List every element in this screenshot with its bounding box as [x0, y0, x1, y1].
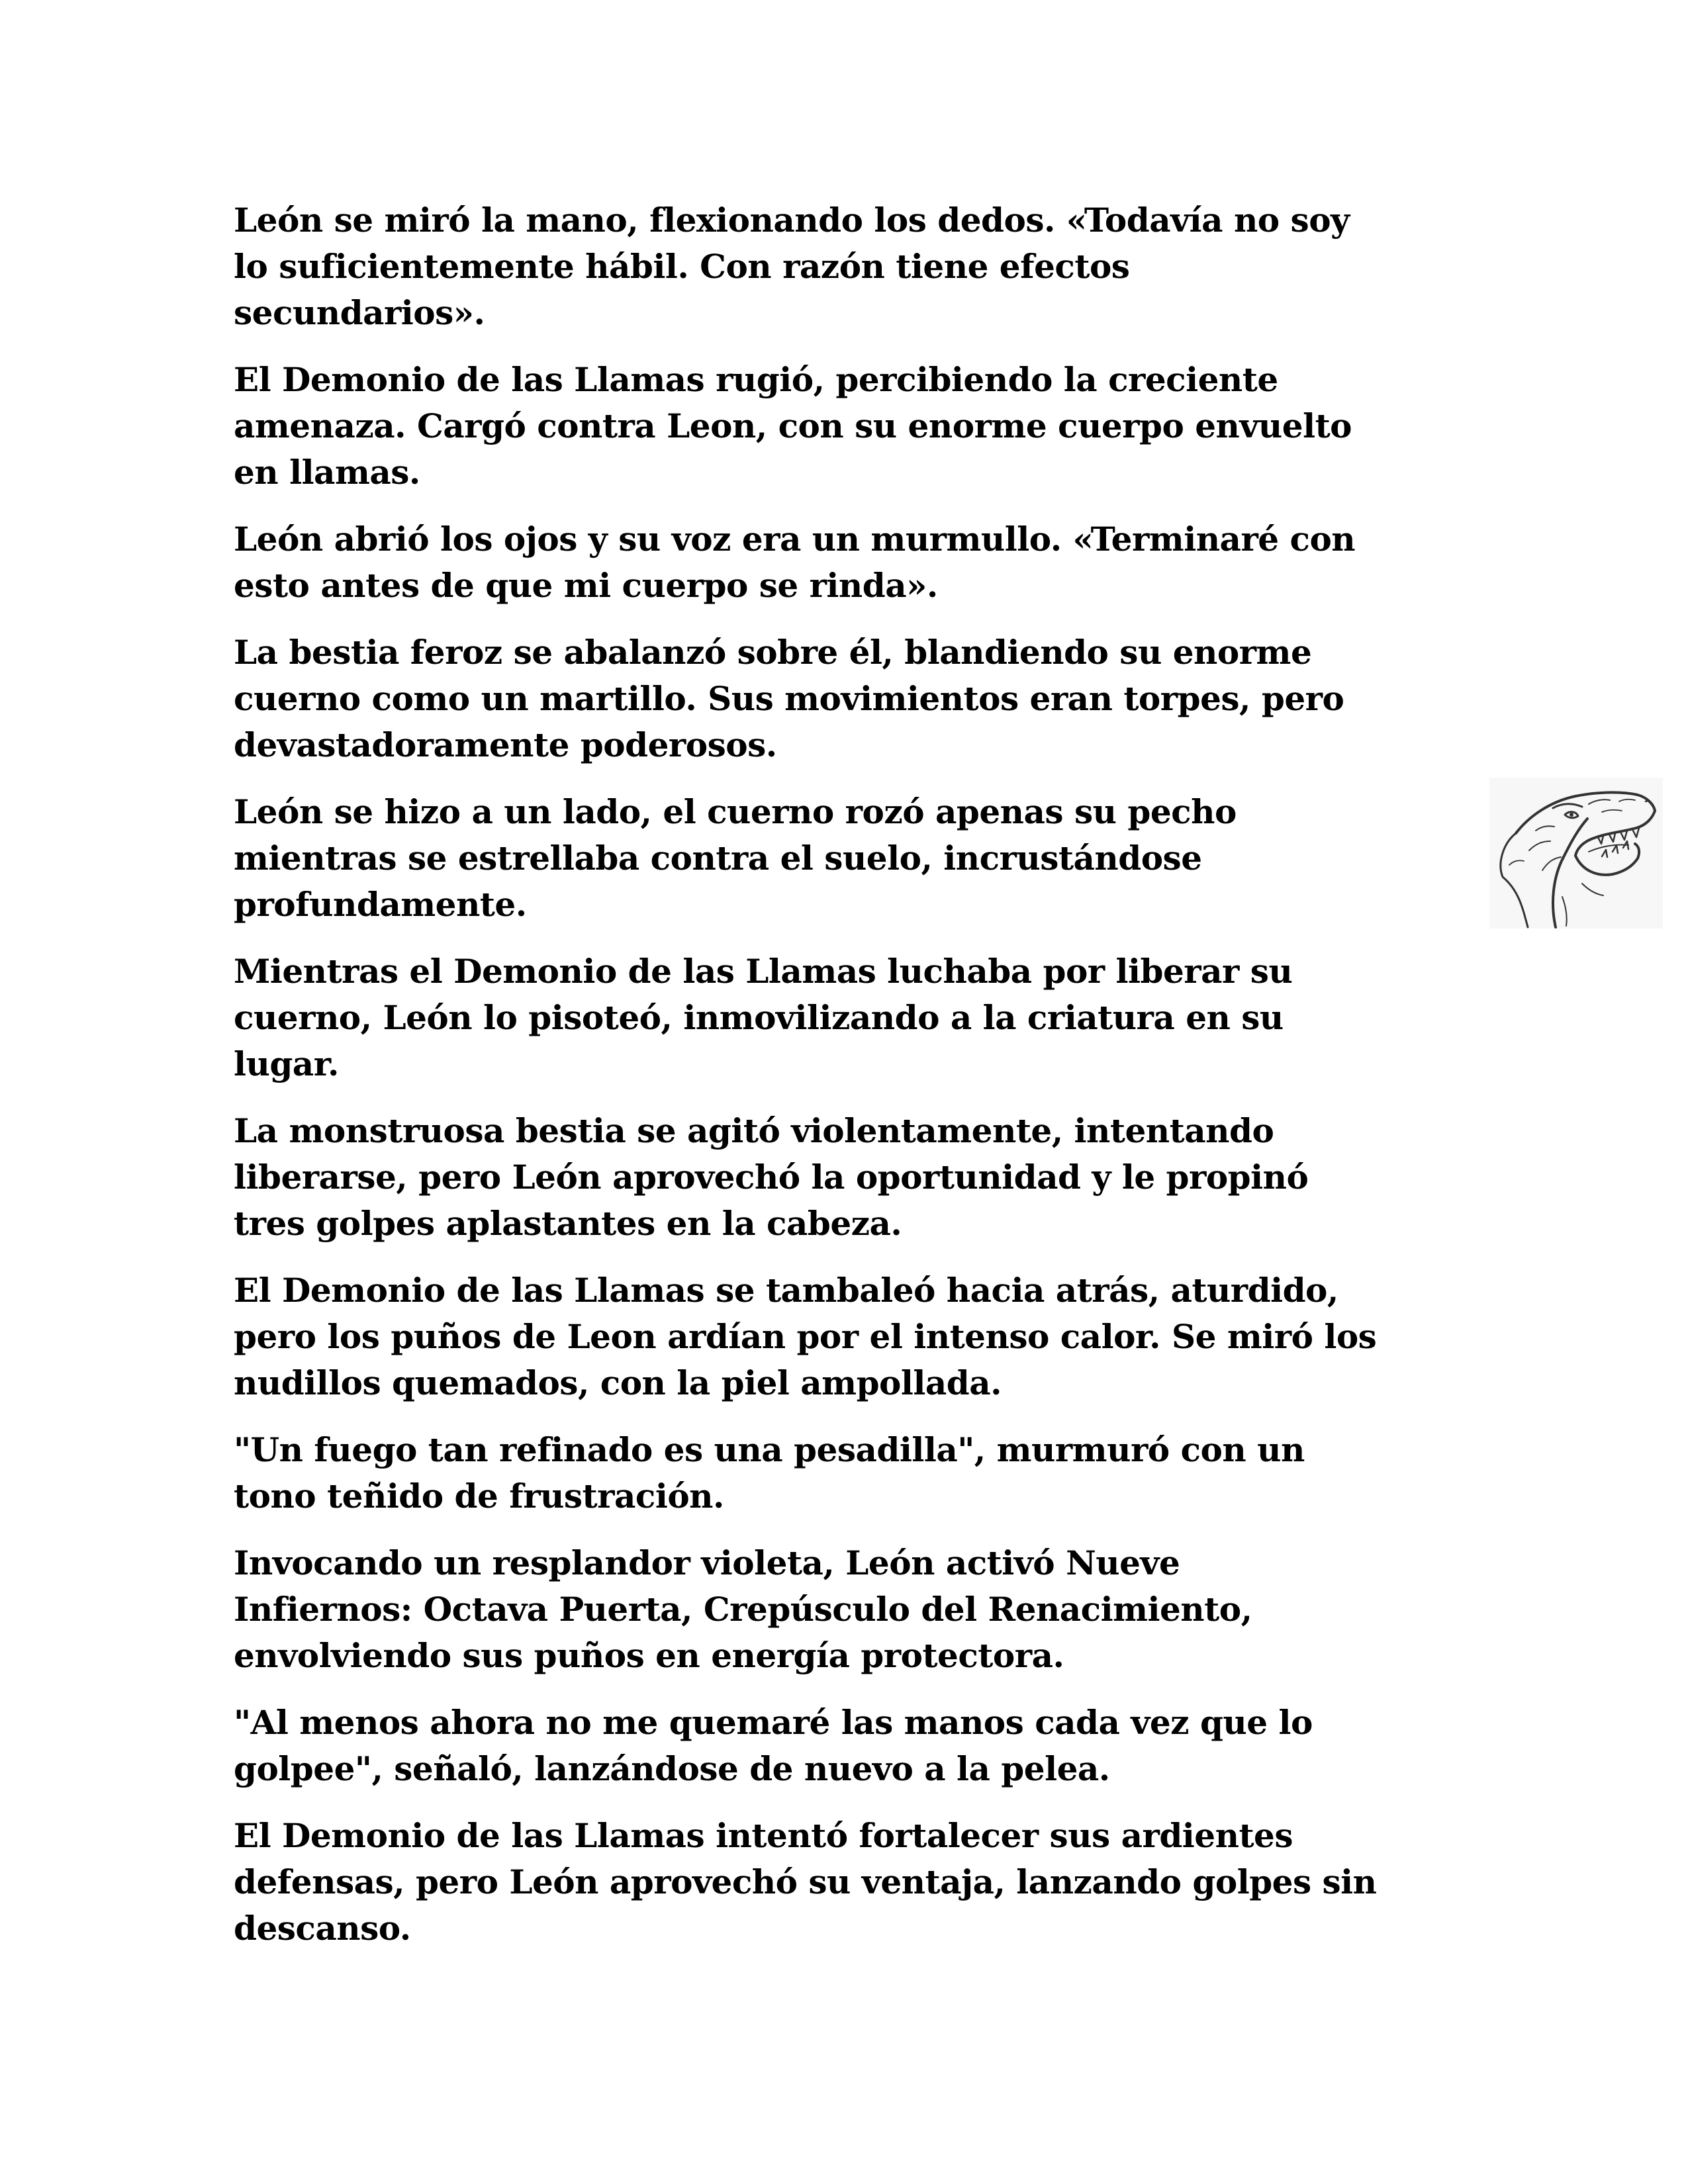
text-line: El Demonio de las Llamas rugió, percibiendo la creciente	[234, 360, 1278, 399]
text-line: León se miró la mano, flexionando los dedos. «Todavía no soy	[234, 201, 1350, 240]
text-line: cuerno, León lo pisoteó, inmovilizando a la criatura en su	[234, 998, 1284, 1037]
text-line: Infiernos: Octava Puerta, Crepúsculo del Renacimiento,	[234, 1590, 1252, 1629]
text-line: El Demonio de las Llamas intentó fortalecer sus ardientes	[234, 1816, 1293, 1855]
text-line: amenaza. Cargó contra Leon, con su enorme cuerpo envuelto	[234, 406, 1352, 445]
text-line: defensas, pero León aprovechó su ventaja, lanzando golpes sin	[234, 1862, 1377, 1901]
text-line: lo suficientemente hábil. Con razón tiene efectos	[234, 247, 1130, 286]
text-line: Invocando un resplandor violeta, León activó Nueve	[234, 1543, 1180, 1582]
text-line: León abrió los ojos y su voz era un murmullo. «Terminaré con	[234, 520, 1356, 559]
paragraph	[234, 629, 1452, 768]
paragraph	[234, 1700, 1452, 1792]
paragraph	[234, 789, 1452, 928]
text-line: descanso.	[234, 1909, 411, 1948]
text-line: pero los puños de Leon ardían por el intenso calor. Se miró los	[234, 1317, 1377, 1356]
paragraph	[234, 948, 1452, 1087]
paragraph	[234, 1267, 1452, 1406]
dinosaur-head-sketch-icon	[1489, 778, 1663, 929]
paragraph	[234, 197, 1452, 336]
text-line: profundamente.	[234, 885, 527, 924]
paragraph	[234, 516, 1452, 609]
paragraph	[234, 1813, 1452, 1952]
text-line: La monstruosa bestia se agitó violentamente, intentando	[234, 1111, 1274, 1150]
text-line: "Al menos ahora no me quemaré las manos cada vez que lo	[234, 1703, 1313, 1742]
text-line: nudillos quemados, con la piel ampollada.	[234, 1363, 1002, 1402]
text-line: tono teñido de frustración.	[234, 1477, 724, 1516]
text-line: mientras se estrellaba contra el suelo, incrustándose	[234, 839, 1202, 878]
text-line: envolviendo sus puños en energía protectora.	[234, 1636, 1064, 1675]
text-line: tres golpes aplastantes en la cabeza.	[234, 1204, 902, 1243]
text-line: "Un fuego tan refinado es una pesadilla", murmuró con un	[234, 1430, 1305, 1469]
text-line: liberarse, pero León aprovechó la oportunidad y le propinó	[234, 1158, 1309, 1197]
text-line: esto antes de que mi cuerpo se rinda».	[234, 566, 938, 605]
text-line: en llamas.	[234, 453, 420, 492]
paragraph	[234, 1108, 1452, 1247]
paragraph	[234, 1427, 1452, 1520]
text-line: cuerno como un martillo. Sus movimientos eran torpes, pero	[234, 679, 1344, 718]
paragraph	[234, 1540, 1452, 1679]
text-line: La bestia feroz se abalanzó sobre él, blandiendo su enorme	[234, 633, 1312, 672]
text-line: El Demonio de las Llamas se tambaleó hacia atrás, aturdido,	[234, 1271, 1338, 1310]
text-line: devastadoramente poderosos.	[234, 725, 777, 764]
text-line: Mientras el Demonio de las Llamas luchaba por liberar su	[234, 952, 1293, 991]
text-line: golpee", señaló, lanzándose de nuevo a la pelea.	[234, 1749, 1110, 1788]
text-line: lugar.	[234, 1044, 339, 1083]
text-line: secundarios».	[234, 293, 485, 332]
text-line: León se hizo a un lado, el cuerno rozó apenas su pecho	[234, 792, 1237, 831]
paragraph	[234, 357, 1452, 496]
story-text	[234, 197, 1452, 1972]
